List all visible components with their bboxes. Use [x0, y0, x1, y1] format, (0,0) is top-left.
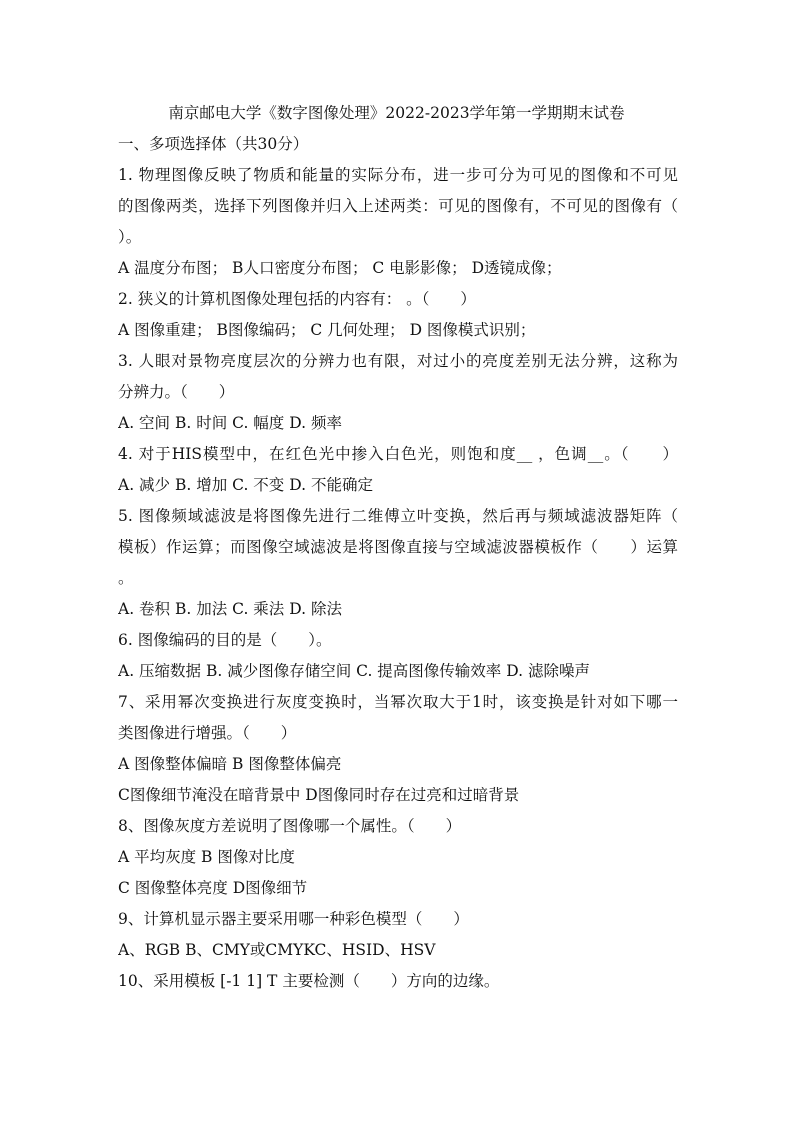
text-line: 4. 对于HIS模型中，在红色光中掺入白色光，则饱和度__ ，色调__。（ ） [118, 445, 678, 463]
text-line: A. 卷积 B. 加法 C. 乘法 D. 除法 [118, 600, 342, 618]
text-line: A. 空间 B. 时间 C. 幅度 D. 频率 [118, 414, 342, 432]
section-heading: 一、多项选择体（共30分） [118, 135, 309, 153]
text-line: 8、图像灰度方差说明了图像哪一个属性。（ ） [118, 817, 462, 835]
text-line: A. 减少 B. 增加 C. 不变 D. 不能确定 [118, 476, 373, 494]
text-line: C 图像整体亮度 D图像细节 [118, 879, 308, 897]
text-line: 分辨力。（ ） [118, 383, 235, 401]
text-line: 类图像进行增强。（ ） [118, 724, 297, 742]
text-line: A 图像重建； B图像编码； C 几何处理； D 图像模式识别； [118, 321, 536, 339]
text-line: A 温度分布图； B人口密度分布图； C 电影影像； D透镜成像； [118, 259, 562, 277]
text-line: 模板）作运算；而图像空域滤波是将图像直接与空域滤波器模板作（ ）运算 [118, 538, 678, 556]
text-line: A 平均灰度 B 图像对比度 [118, 848, 295, 866]
page-title: 南京邮电大学《数字图像处理》2022-2023学年第一学期期末试卷 [168, 104, 625, 122]
text-line: A 图像整体偏暗 B 图像整体偏亮 [118, 755, 342, 773]
text-line: 9、计算机显示器主要采用哪一种彩色模型（ ） [118, 910, 469, 928]
text-line: 10、采用模板 [-1 1] T 主要检测（ ）方向的边缘。 [118, 972, 500, 990]
text-line: 5. 图像频域滤波是将图像先进行二维傅立叶变换，然后再与频域滤波器矩阵（ [118, 507, 678, 525]
text-line: 6. 图像编码的目的是（ ）。 [118, 631, 332, 649]
text-line: 2. 狭义的计算机图像处理包括的内容有： 。（ ） [118, 290, 476, 308]
text-line: 。 [118, 569, 134, 587]
text-line: C图像细节淹没在暗背景中 D图像同时存在过亮和过暗背景 [118, 786, 520, 804]
text-line: 1. 物理图像反映了物质和能量的实际分布，进一步可分为可见的图像和不可见 [118, 166, 678, 184]
text-line: 3. 人眼对景物亮度层次的分辨力也有限，对过小的亮度差别无法分辨，这称为 [118, 352, 678, 370]
text-line: 的图像两类，选择下列图像并归入上述两类：可见的图像有，不可见的图像有（ [118, 197, 678, 215]
text-line: ）。 [118, 228, 142, 246]
text-line: A、RGB B、CMY或CMYKC、HSID、HSV [118, 941, 436, 959]
text-line: 7、采用幂次变换进行灰度变换时，当幂次取大于1时，该变换是针对如下哪一 [118, 693, 678, 711]
text-line: A. 压缩数据 B. 减少图像存储空间 C. 提高图像传输效率 D. 滤除噪声 [118, 662, 590, 680]
